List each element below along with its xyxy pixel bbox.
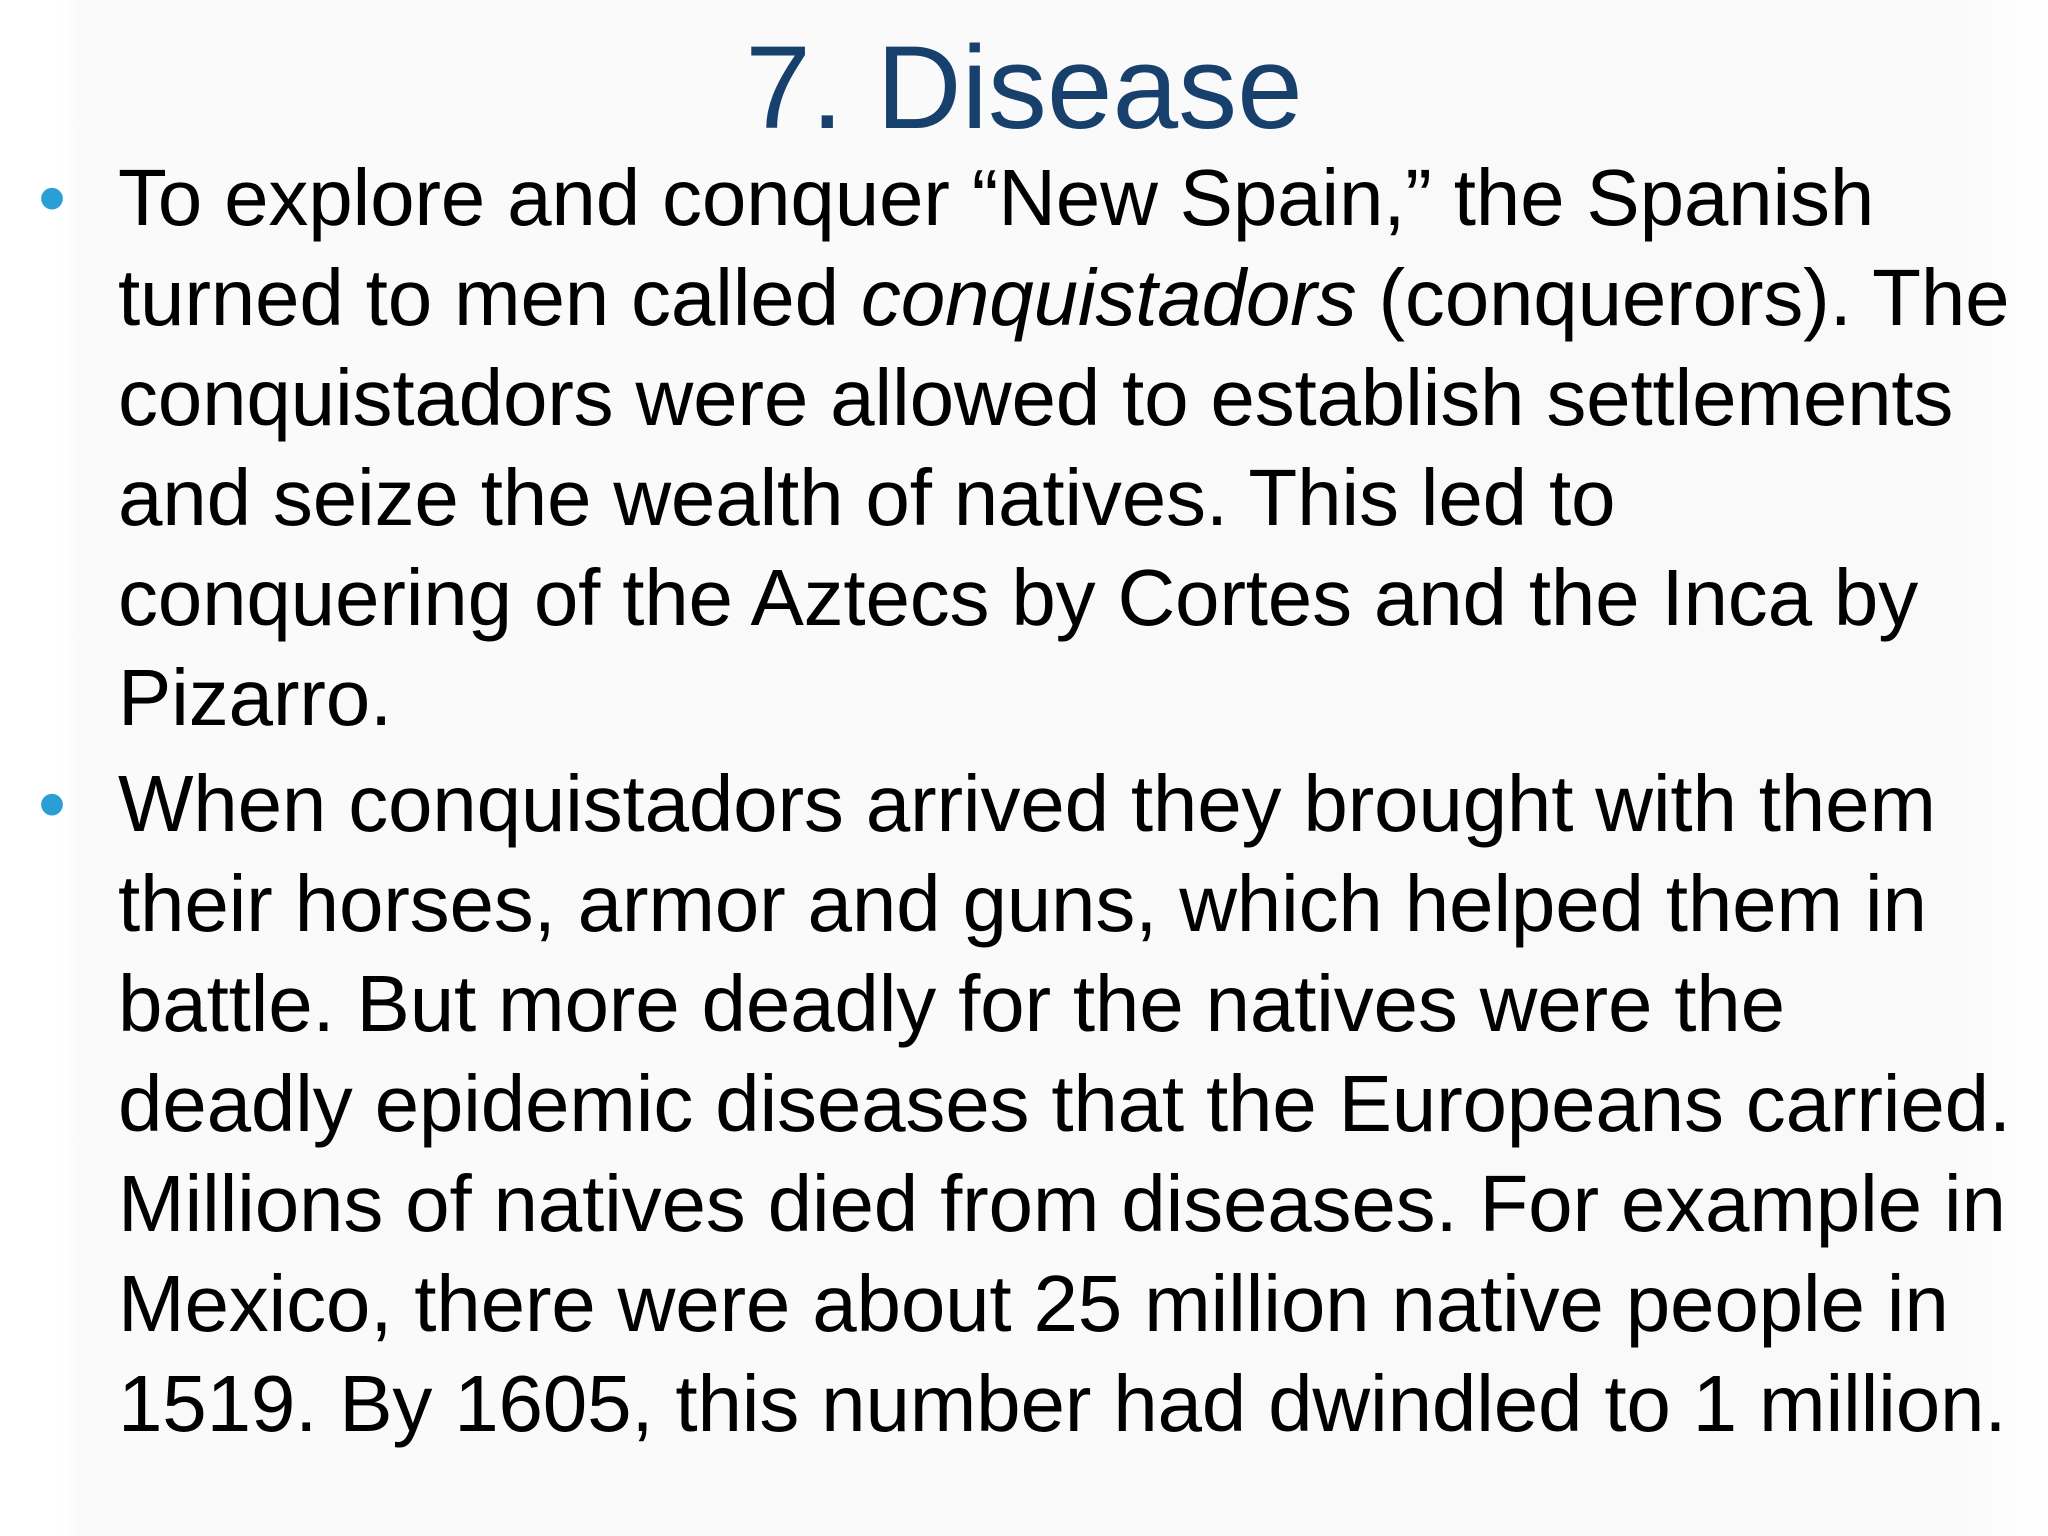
bullet-1-text-after: (conquerors). The conquistadors were allowed to establish settlements and seize the wealth of natives. This led to conquering of the Aztecs by Cortes and the Inca by Pizarro. [118, 253, 2010, 742]
bullet-dot-icon: • [38, 759, 67, 848]
bullet-1-text-before: To explore and conquer “New Spain,” the Spanish turned to men called [118, 153, 1875, 342]
bullet-text-1 [118, 148, 2018, 748]
bullet-dot-icon: • [38, 153, 67, 242]
bullet-list [0, 148, 2048, 1460]
bullet-text-2: When conquistadors arrived they brought with them their horses, armor and guns, which helped them in battle. But more deadly for the natives were the deadly epidemic diseases that the Europeans carried. Millions of natives died from diseases. For example in Mexico, there were about 25 million native people in 1519. By 1605, this number had dwindled to 1 million. [118, 759, 2011, 1448]
bullet-1-italic-term: conquistadors [860, 253, 1357, 342]
slide-title: 7. Disease [745, 22, 1303, 154]
bullet-item-1 [0, 148, 2048, 748]
bullet-item-2 [0, 754, 2048, 1454]
